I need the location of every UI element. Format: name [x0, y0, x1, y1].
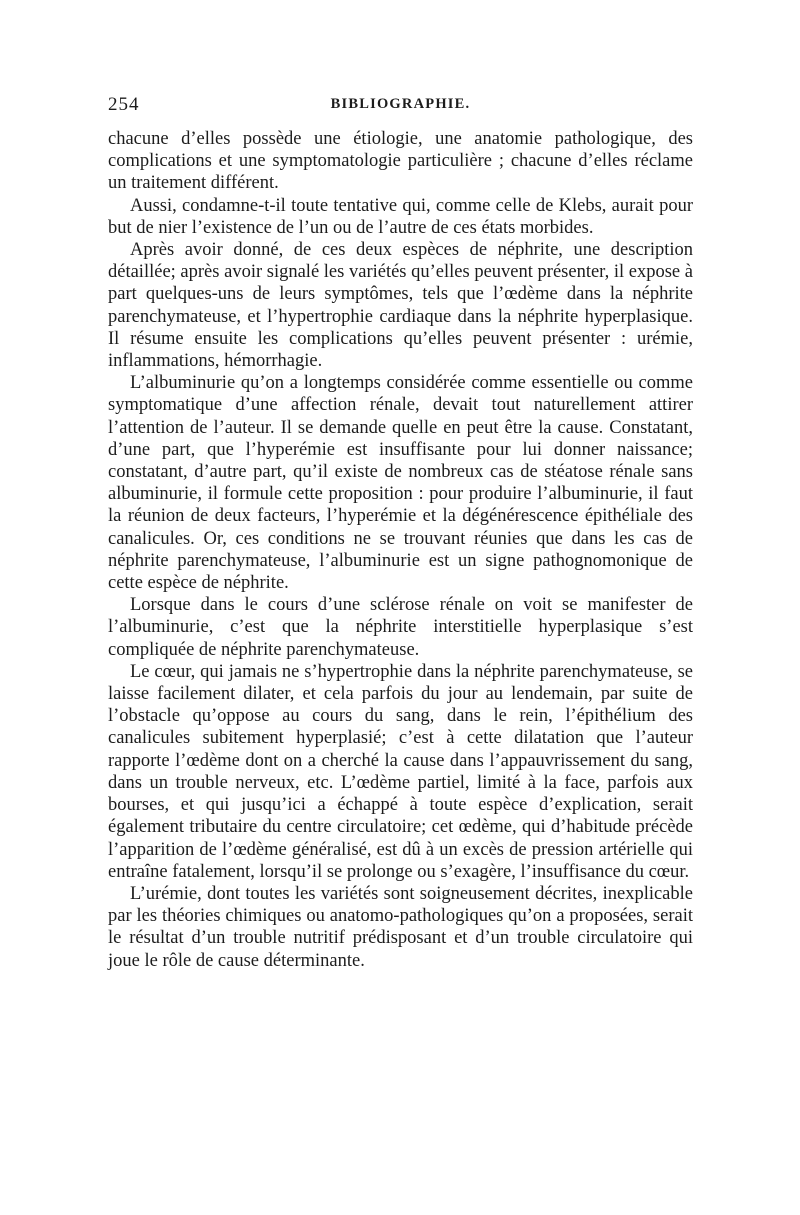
- paragraph-klebs: Aussi, condamne-t-il toute tentative qui, comme celle de Klebs, aurait pour but de nier l’existence de l’un ou de l’autre de ces états morbides.: [108, 195, 693, 238]
- paragraph-coeur: Le cœur, qui jamais ne s’hypertrophie dans la néphrite parenchymateuse, se laisse facilement dilater, et cela parfois du jour au lendemain, par suite de l’obstacle qu’oppose au cours du sang, dans le rein, l’épithélium des canalicules subitement hyperplasié; c’est à cette dilatation que l’auteur rapporte l’œdème dont on a cherché la cause dans l’appauvrissement du sang, dans un trouble nerveux, etc. L’œdème partiel, limité à la face, parfois aux bourses, et qui jusqu’ici a échappé à toute espèce d’explication, serait également tributaire du centre circulatoire; cet œdème, qui d’habitude précède l’apparition de l’œdème généralisé, est dû à un excès de pression artérielle qui entraîne fatalement, lorsqu’il se prolonge ou s’exagère, l’insuffisance du cœur.: [108, 661, 693, 882]
- paragraph-albuminurie: L’albuminurie qu’on a longtemps considérée comme essentielle ou comme symptomatique d’une affection rénale, devait tout naturellement attirer l’attention de l’auteur. Il se demande quelle en peut être la cause. Constatant, d’une part, que l’hyperémie est insuffisante pour lui donner naissance; constatant, d’autre part, qu’il existe de nombreux cas de stéatose rénale sans albuminurie, il formule cette proposition : pour produire l’albuminurie, il faut la réunion de deux facteurs, l’hyperémie et la dégénérescence épithéliale des canalicules. Or, ces conditions ne se trouvant réunies que dans les cas de néphrite parenchymateuse, l’albuminurie est un signe pathognomonique de cette espèce de néphrite.: [108, 373, 693, 594]
- running-title: BIBLIOGRAPHIE.: [330, 96, 471, 112]
- body-text: [108, 128, 693, 972]
- paragraph-uremie: L’urémie, dont toutes les variétés sont soigneusement décrites, inexplicable par les théories chimiques ou anatomo-pathologiques qu’on a proposées, serait le résultat d’un trouble nutritif prédisposant et d’un trouble circulatoire qui joue le rôle de cause déterminante.: [108, 883, 693, 971]
- paragraph-sclerose: Lorsque dans le cours d’une sclérose rénale on voit se manifester de l’albuminurie, c’est que la néphrite interstitielle hyperplasique s’est compliquée de néphrite parenchymateuse.: [108, 595, 693, 660]
- page-number: 254: [108, 94, 140, 115]
- paragraph-description: Après avoir donné, de ces deux espèces de néphrite, une description détaillée; après avoir signalé les variétés qu’elles peuvent présenter, il expose à part quelques-uns de leurs symptômes, tels que l’œdème dans la néphrite parenchymateuse, et l’hypertrophie cardiaque dans la néphrite hyperplasique. Il résume ensuite les complications qu’elles peuvent présenter : urémie, inflammations, hémorrhagie.: [108, 240, 693, 372]
- page-header: [108, 94, 693, 122]
- book-page: [108, 94, 693, 972]
- paragraph-continuation: chacune d’elles possède une étiologie, une anatomie pathologique, des complications et une symptomatologie particulière ; chacune d’elles réclame un traitement différent.: [108, 129, 693, 194]
